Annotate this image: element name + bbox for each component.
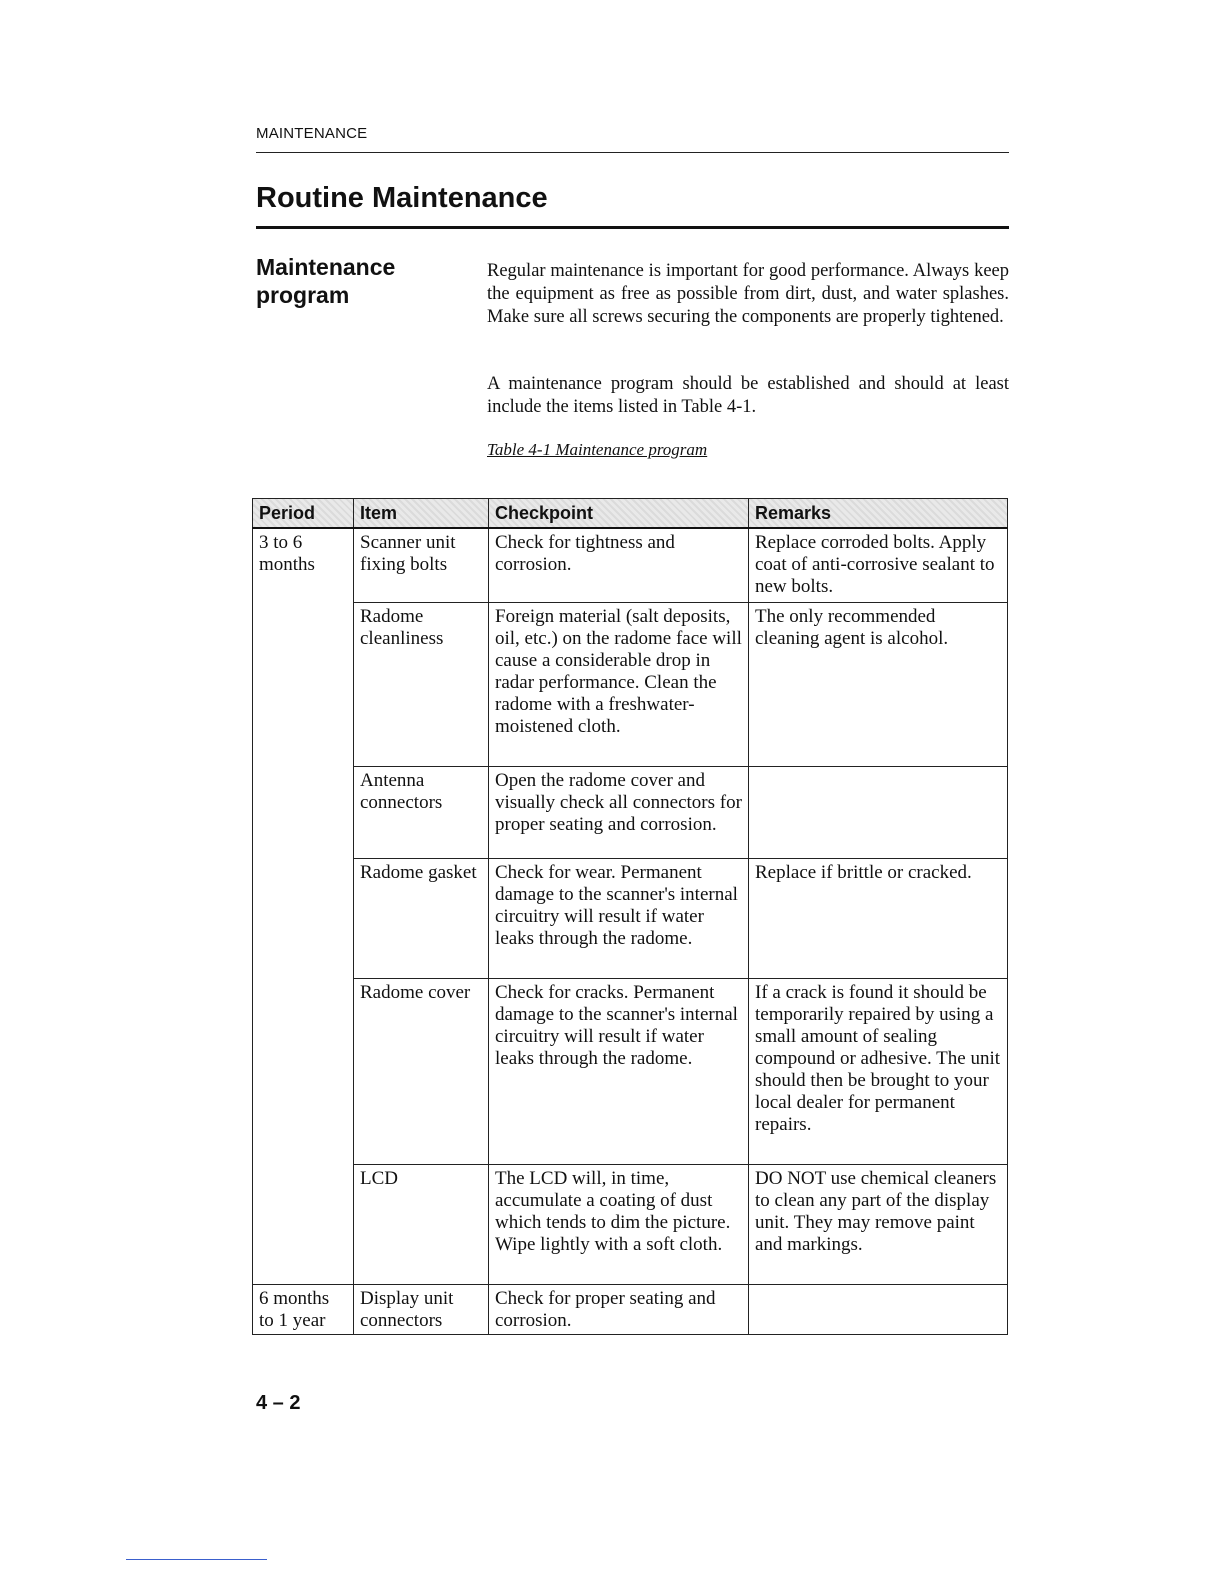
checkpoint-cell: Check for tightness and corrosion. bbox=[489, 528, 749, 602]
column-header-remarks: Remarks bbox=[749, 499, 1008, 529]
column-header-item: Item bbox=[354, 499, 489, 529]
subsection-title-line2: program bbox=[256, 282, 350, 308]
footer-line bbox=[126, 1559, 267, 1560]
running-header: MAINTENANCE bbox=[256, 125, 368, 142]
checkpoint-cell: Check for proper seating and corrosion. bbox=[489, 1284, 749, 1334]
table-row bbox=[253, 1164, 1008, 1284]
column-header-period: Period bbox=[253, 499, 354, 529]
subsection-title-line1: Maintenance bbox=[256, 254, 396, 280]
item-cell: LCD bbox=[354, 1164, 489, 1284]
checkpoint-cell: Check for cracks. Permanent damage to the scanner's internal circuitry will result if water leaks through the radome. bbox=[489, 978, 749, 1164]
table-row bbox=[253, 1284, 1008, 1334]
program-paragraph: A maintenance program should be established and should at least include the items listed in Table 4-1. bbox=[487, 374, 1009, 417]
period-cell: 3 to 6 months bbox=[253, 528, 354, 1284]
table-row bbox=[253, 528, 1008, 602]
remarks-cell: DO NOT use chemical cleaners to clean any part of the display unit. They may remove paint and markings. bbox=[749, 1164, 1008, 1284]
remarks-cell: Replace if brittle or cracked. bbox=[749, 858, 1008, 978]
maintenance-table bbox=[252, 498, 1008, 1335]
remarks-cell: The only recommended cleaning agent is alcohol. bbox=[749, 602, 1008, 766]
remarks-cell: If a crack is found it should be temporarily repaired by using a small amount of sealing compound or adhesive. The unit should then be brought to your local dealer for permanent repairs. bbox=[749, 978, 1008, 1164]
header-rule bbox=[256, 152, 1009, 153]
item-cell: Scanner unit fixing bolts bbox=[354, 528, 489, 602]
checkpoint-cell: The LCD will, in time, accumulate a coating of dust which tends to dim the picture. Wipe lightly with a soft cloth. bbox=[489, 1164, 749, 1284]
item-cell: Display unit connectors bbox=[354, 1284, 489, 1334]
remarks-cell bbox=[749, 1284, 1008, 1334]
section-rule bbox=[256, 226, 1009, 229]
period-cell: 6 months to 1 year bbox=[253, 1284, 354, 1334]
section-title: Routine Maintenance bbox=[256, 182, 548, 214]
table-row bbox=[253, 858, 1008, 978]
table-caption: Table 4-1 Maintenance program bbox=[487, 440, 708, 459]
item-cell: Radome cover bbox=[354, 978, 489, 1164]
remarks-cell: Replace corroded bolts. Apply coat of anti-corrosive sealant to new bolts. bbox=[749, 528, 1008, 602]
item-cell: Antenna connectors bbox=[354, 766, 489, 858]
remarks-cell bbox=[749, 766, 1008, 858]
table-row bbox=[253, 602, 1008, 766]
page-number: 4 – 2 bbox=[256, 1392, 301, 1414]
checkpoint-cell: Check for wear. Permanent damage to the scanner's internal circuitry will result if water leaks through the radome. bbox=[489, 858, 749, 978]
item-cell: Radome cleanliness bbox=[354, 602, 489, 766]
subsection-title bbox=[256, 253, 456, 309]
intro-paragraph: Regular maintenance is important for good performance. Always keep the equipment as free as possible from dirt, dust, and water splashes. Make sure all screws securing the components are properly tightened. bbox=[487, 261, 1009, 327]
checkpoint-cell: Open the radome cover and visually check all connectors for proper seating and corrosion. bbox=[489, 766, 749, 858]
table-row bbox=[253, 766, 1008, 858]
table-header-row bbox=[253, 499, 1008, 529]
item-cell: Radome gasket bbox=[354, 858, 489, 978]
checkpoint-cell: Foreign material (salt deposits, oil, etc.) on the radome face will cause a considerable drop in radar performance. Clean the radome with a freshwater-moistened cloth. bbox=[489, 602, 749, 766]
column-header-checkpoint: Checkpoint bbox=[489, 499, 749, 529]
table-row bbox=[253, 978, 1008, 1164]
